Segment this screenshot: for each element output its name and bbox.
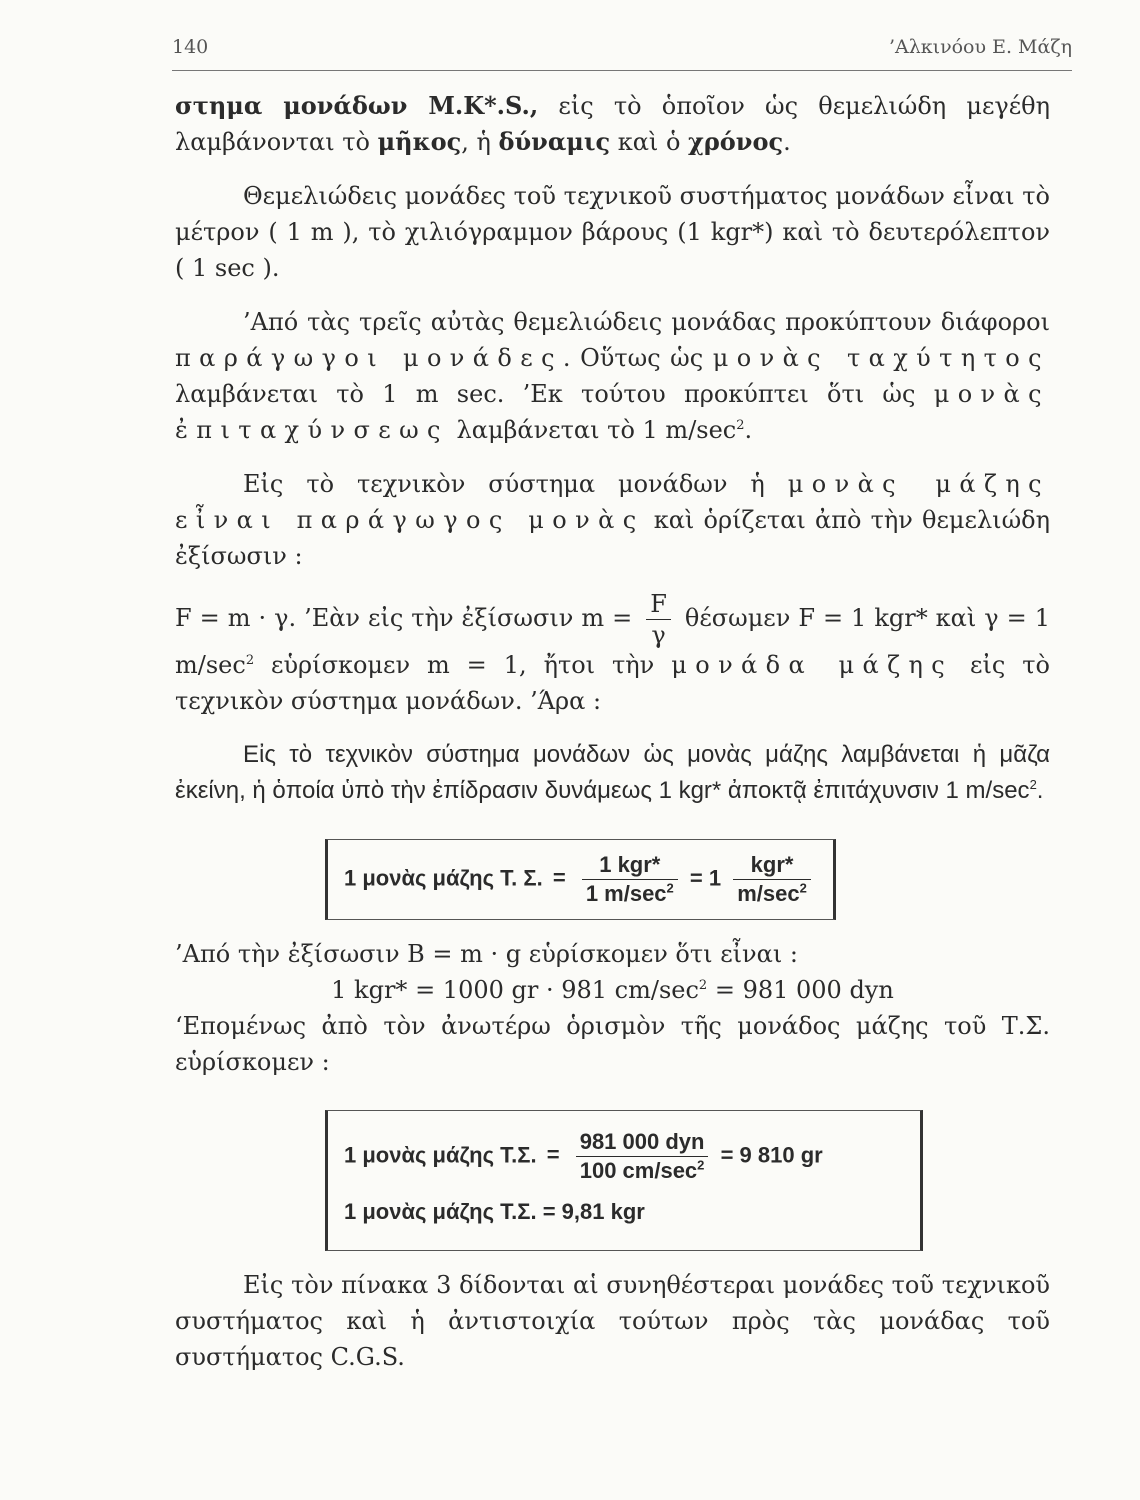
bold-term: στημα μονάδων M.K*.S., xyxy=(175,91,539,120)
equals-sign: = xyxy=(546,1142,560,1168)
paragraph-4 xyxy=(175,466,1050,574)
box-rhs: = 9,81 kgr xyxy=(542,1199,645,1224)
denominator xyxy=(582,880,678,905)
paragraph-7 xyxy=(175,936,1050,972)
paragraph-8: ‘Επομένως ἀπὸ τὸν ἀνωτέρω ὁρισμὸν τῆς μονάδος μάζης τοῦ Τ.Σ. εὑρίσκομεν : xyxy=(175,1012,1050,1076)
box-lhs: 1 μονὰς μάζης Τ.Σ. xyxy=(344,1142,537,1168)
fraction-kgr-over-msec-2 xyxy=(733,854,811,905)
bold-term: μῆκος xyxy=(377,127,462,156)
text: = 981 000 dyn xyxy=(707,976,894,1004)
text: . Οὕτως ὡς xyxy=(562,344,713,372)
text: λαμβάνεται τὸ 1 m sec. ’Εκ τούτου προκύπτει ὅτι ὡς xyxy=(175,380,934,408)
text: 1 kgr* = 1000 gr · 981 cm/sec xyxy=(331,976,699,1004)
text: εὑρίσκομεν m = 1, ἤτοι τὴν xyxy=(254,651,672,679)
box-mid: = 1 xyxy=(689,865,722,891)
text: εἰς τὸ ὁποῖον ὡς θεμελιώδη μεγέθη λαμβάνονται τὸ xyxy=(175,92,1050,156)
denominator xyxy=(576,1157,709,1182)
text: F = m · γ. ’Εὰν εἰς τὴν ἐξίσωσιν m = xyxy=(175,604,641,632)
fraction-dyn-over-cmsec xyxy=(576,1131,709,1182)
text: καὶ ὁρίζεται ἀπὸ τὴν θεμελιώδη ἐξίσωσιν : xyxy=(175,506,1050,570)
spaced-term: παράγωγοι μονάδες xyxy=(175,344,563,372)
superscript: 2 xyxy=(697,1157,705,1173)
text: λαμβάνεται τὸ 1 m/sec xyxy=(448,416,737,444)
superscript: 2 xyxy=(245,653,255,668)
box-line-1 xyxy=(344,1125,904,1188)
bold-term: δύναμις xyxy=(498,127,611,156)
running-title: ’Αλκινόου Ε. Μάζη xyxy=(888,36,1072,58)
text: . xyxy=(783,128,791,156)
text: θέσωμεν F = 1 kgr* καὶ γ = 1 m/sec xyxy=(175,604,1050,679)
paragraph-3 xyxy=(175,304,1050,448)
superscript: 2 xyxy=(698,978,708,993)
denominator: γ xyxy=(651,621,666,649)
box-lhs: 1 μονὰς μάζης Τ.Σ. xyxy=(344,1199,537,1224)
numerator: kgr* xyxy=(733,854,811,880)
text: καὶ ὁ xyxy=(610,128,689,156)
superscript: 2 xyxy=(799,880,807,896)
text: εἰς τὸ τεχνικὸν σύστημα μονάδων. ’Άρα : xyxy=(175,651,1050,715)
numerator: 1 kgr* xyxy=(582,854,678,880)
text: ’Από τὴν ἐξίσωσιν B = m · g εὑρίσκομεν ὅτι εἶναι : xyxy=(175,940,798,968)
superscript: 2 xyxy=(736,418,745,433)
superscript: 2 xyxy=(1029,777,1037,792)
fraction-f-over-gamma xyxy=(646,592,671,647)
page-body xyxy=(175,88,1050,1393)
box-lhs: 1 μονὰς μάζης Τ. Σ. xyxy=(344,865,543,891)
mass-unit-result-box xyxy=(325,1110,923,1251)
denominator xyxy=(733,880,811,905)
denominator-text: 100 cm/sec xyxy=(579,1158,698,1183)
fraction-kgr-over-msec xyxy=(582,854,678,905)
paragraph-6 xyxy=(175,737,1050,809)
spaced-term: μονὰς μάζης εἶναι παράγωγος μονὰς xyxy=(175,470,1051,534)
spaced-term: μονὰς ἐπιταχύνσεως xyxy=(175,380,1050,444)
numerator: F xyxy=(646,592,671,620)
paragraph-9: Εἰς τὸν πίνακα 3 δίδονται αἱ συνηθέστεραι μονάδες τοῦ τεχνικοῦ συστήματος καὶ ἡ ἀντιστοιχία τούτων πρὸς τὰς μονάδας τοῦ συστήματος C.G.S. xyxy=(175,1271,1050,1371)
denominator-text: m/sec xyxy=(737,881,800,906)
header-rule xyxy=(172,70,1072,71)
text: ’Από τὰς τρεῖς αὐτὰς θεμελιώδεις μονάδας προκύπτουν διάφοροι xyxy=(243,308,1050,336)
spaced-term: μονὰς ταχύτητος xyxy=(712,344,1050,372)
equals-sign: = xyxy=(552,865,566,891)
spaced-term: μονάδα μάζης xyxy=(671,651,954,679)
equation-kgr-dyn xyxy=(175,972,1050,1008)
paragraph-2: Θεμελιώδεις μονάδες τοῦ τεχνικοῦ συστήματος μονάδων εἶναι τὸ μέτρον ( 1 m ), τὸ χιλιόγραμμον βάρους (1 kgr*) καὶ τὸ δευτερόλεπτον ( 1 sec ). xyxy=(175,182,1050,282)
page-number: 140 xyxy=(172,36,209,58)
box-line-2 xyxy=(344,1188,904,1236)
superscript: 2 xyxy=(666,880,674,896)
mass-unit-definition-box xyxy=(325,839,836,920)
denominator-text: 1 m/sec xyxy=(585,881,667,906)
text: . xyxy=(744,416,753,444)
paragraph-1 xyxy=(175,88,1050,160)
numerator: 981 000 dyn xyxy=(576,1131,709,1157)
text: , ἡ xyxy=(461,128,499,156)
text: . xyxy=(1036,777,1044,804)
text: Εἰς τὸ τεχνικὸν σύστημα μονάδων ὡς μονὰς μάζης λαμβάνεται ἡ μᾶζα ἐκείνη, ἡ ὁποία ὑπὸ τὴν ἐπίδρασιν δυνάμεως 1 kgr* ἀποκτᾷ ἐπιτάχυνσιν 1 m/sec xyxy=(175,741,1050,804)
paragraph-5 xyxy=(175,592,1050,719)
box-rhs: = 9 810 gr xyxy=(720,1142,823,1168)
text: Εἰς τὸ τεχνικὸν σύστημα μονάδων ἡ xyxy=(243,470,788,498)
bold-term: χρόνος xyxy=(688,127,784,156)
